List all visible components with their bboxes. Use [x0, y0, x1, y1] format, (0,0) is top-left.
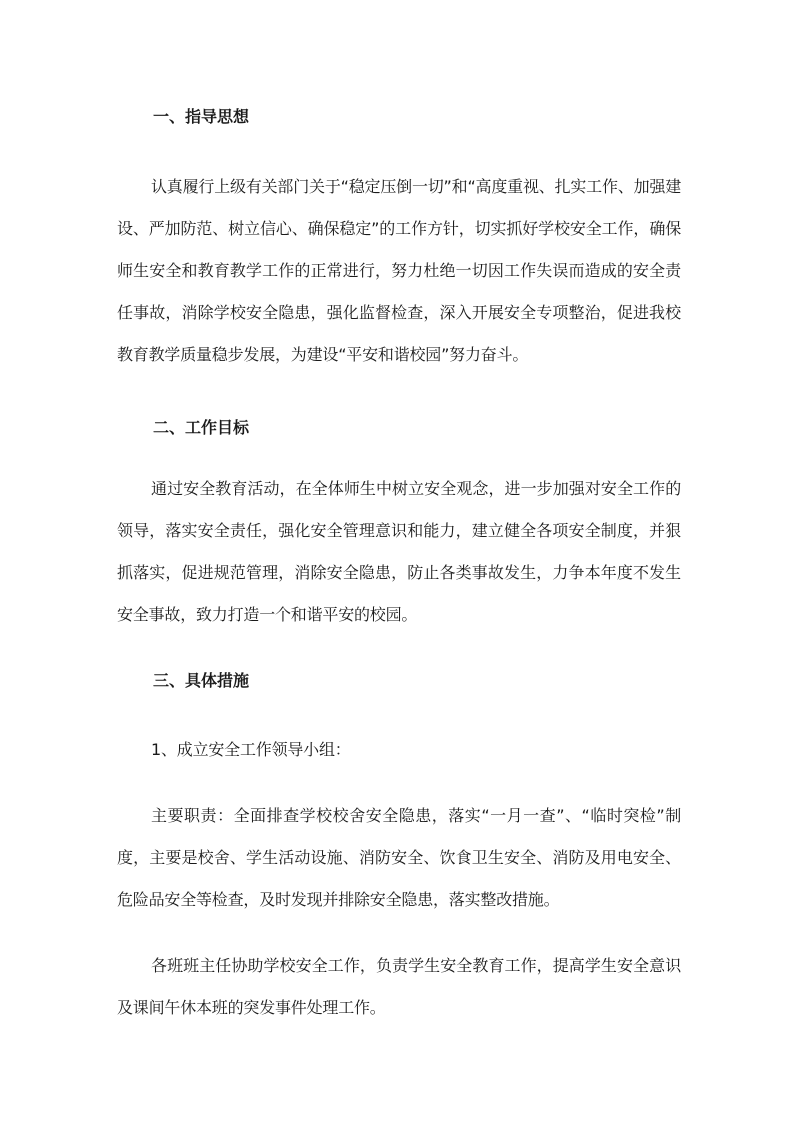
paragraph-guiding-ideology: 认真履行上级有关部门关于“稳定压倒一切”和“高度重视、扎实工作、加强建设、严加防范、树立信心、确保稳定”的工作方针，切实抓好学校安全工作，确保师生安全和教育教学工作的正常进行，努力杜绝一切因工作失误而造成的安全责任事故，消除学校安全隐患，强化监督检查，深入开展安全专项整治，促进我校教育教学质量稳步发展，为建设“平安和谐校园”努力奋斗。: [117, 177, 681, 364]
section-heading-specific-measures: 三、具体措施: [153, 671, 250, 690]
paragraph-leadership-group: 1、成立安全工作领导小组：: [151, 740, 351, 759]
paragraph-work-goals: 通过安全教育活动，在全体师生中树立安全观念，进一步加强对安全工作的领导，落实安全责任，强化安全管理意识和能力，建立健全各项安全制度，并狠抓落实，促进规范管理，消除安全隐患，防止各类事故发生，力争本年度不发生安全事故，致力打造一个和谐平安的校园。: [117, 479, 681, 624]
section-heading-guiding-ideology: 一、指导思想: [153, 107, 250, 126]
section-heading-work-goals: 二、工作目标: [153, 418, 250, 437]
paragraph-class-teachers: 各班班主任协助学校安全工作，负责学生安全教育工作，提高学生安全意识及课间午休本班的突发事件处理工作。: [117, 956, 681, 1017]
paragraph-main-duties: 主要职责：全面排查学校校舍安全隐患，落实“一月一查”、“临时突检”制度，主要是校舍、学生活动设施、消防安全、饮食卫生安全、消防及用电安全、危险品安全等检查，及时发现并排除安全隐患，落实整改措施。: [117, 806, 681, 909]
document-body: [117, 96, 681, 1029]
